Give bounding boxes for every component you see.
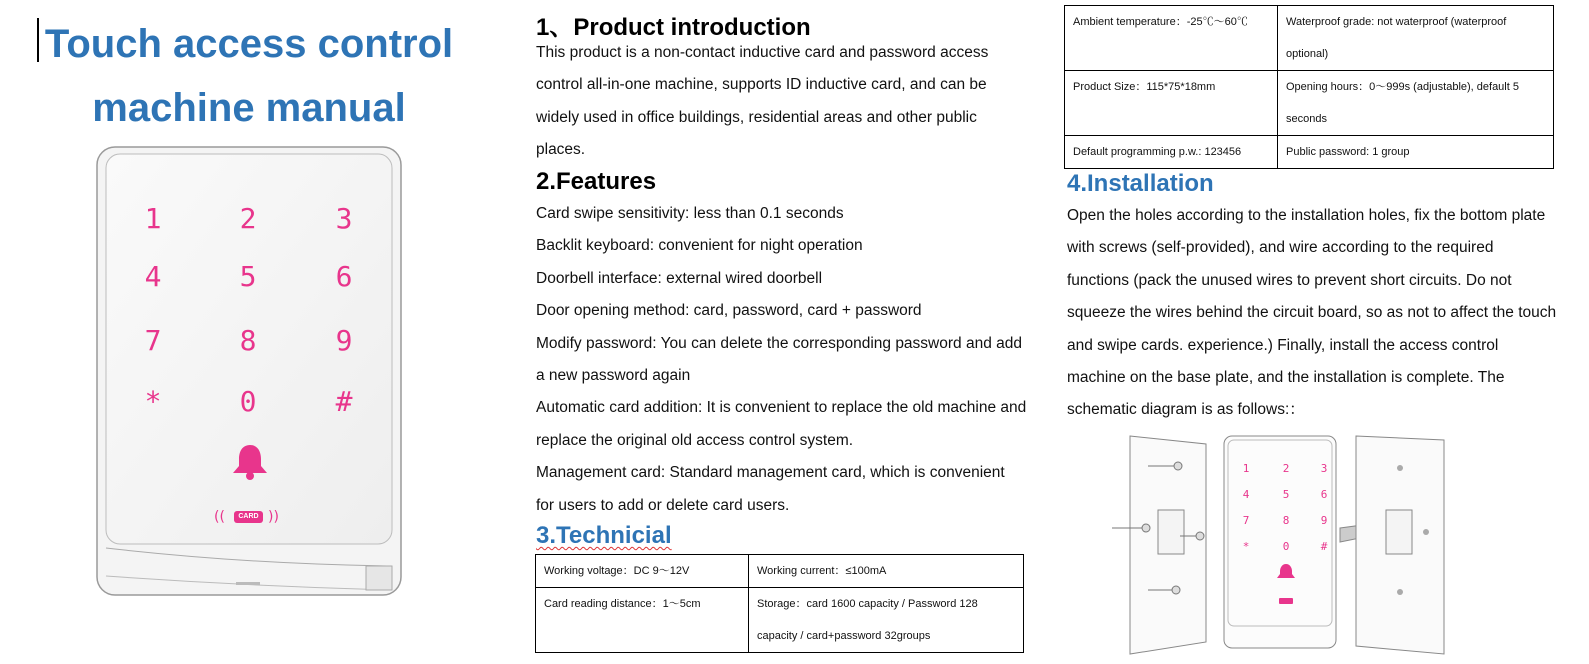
device-illustration (96, 146, 402, 598)
feature-line: replace the original old access control system. (536, 431, 854, 449)
installation-line: schematic diagram is as follows:： (1067, 401, 1305, 419)
key-5: 5 (239, 260, 257, 293)
installation-line: machine on the base plate, and the installation is complete. The (1067, 369, 1505, 387)
key-2: 2 (239, 202, 257, 235)
key-9: 9 (335, 324, 353, 357)
section1-heading: 1、Product introduction (536, 14, 811, 41)
svg-text:8: 8 (1282, 514, 1290, 527)
section1-line: widely used in office buildings, residential areas and other public (536, 108, 977, 126)
key-hash: # (335, 385, 353, 418)
svg-text:1: 1 (1242, 462, 1250, 475)
svg-text:#: # (1320, 540, 1328, 553)
feature-line: Backlit keyboard: convenient for night operation (536, 237, 863, 255)
table-cell: Ambient temperature：-25℃～60℃ (1065, 6, 1278, 71)
feature-line: Doorbell interface: external wired doorbell (536, 269, 823, 287)
wave-left-icon: (( (214, 509, 225, 525)
key-0: 0 (239, 385, 257, 418)
card-label: CARD (234, 511, 263, 523)
section4-heading: 4.Installation (1067, 170, 1214, 197)
section1-body (536, 37, 988, 167)
feature-line: a new password again (536, 367, 691, 385)
table-cell-line: capacity / card+password 32groups (757, 630, 931, 642)
feature-line: Modify password: You can delete the corresponding password and add (536, 334, 1022, 352)
table-cell-line: Opening hours：0～999s (adjustable), default 5 (1286, 81, 1519, 93)
title-line-1: Touch access control (44, 22, 454, 66)
installation-diagram (1108, 432, 1452, 658)
installation-line: functions (pack the unused wires to prevent short circuits. Do not (1067, 271, 1512, 289)
svg-text:5: 5 (1282, 488, 1290, 501)
installation-line: squeeze the wires behind the circuit board, so as not to affect the touch (1067, 304, 1557, 322)
table-cell: Default programming p.w.: 123456 (1065, 136, 1278, 169)
feature-line: for users to add or delete card users. (536, 496, 790, 514)
key-7: 7 (144, 324, 162, 357)
table-row (1065, 136, 1554, 169)
installation-line: with screws (self-provided), and wire according to the required (1067, 239, 1494, 257)
key-8: 8 (239, 324, 257, 357)
section3-heading: 3.Technicial (536, 522, 672, 549)
installation-line: Open the holes according to the installation holes, fix the bottom plate (1067, 207, 1546, 224)
table-row (1065, 71, 1554, 136)
table-cell: Working current：≤100mA (749, 555, 1024, 588)
section4-body (1067, 200, 1556, 427)
table-cell (1278, 71, 1554, 136)
svg-text:7: 7 (1242, 514, 1250, 527)
table-cell: Public password: 1 group (1278, 136, 1554, 169)
section2-body (536, 198, 1026, 522)
table-cell (749, 588, 1024, 653)
key-1: 1 (144, 202, 162, 235)
table-cell-line: Storage：card 1600 capacity / Password 128 (757, 598, 978, 610)
spec-table (1064, 5, 1554, 169)
table-cell: Card reading distance：1～5cm (536, 588, 749, 653)
document-title (34, 12, 464, 140)
svg-text:*: * (1242, 540, 1250, 553)
feature-line: Management card: Standard management card, which is convenient (536, 464, 1005, 482)
feature-line: Card swipe sensitivity: less than 0.1 seconds (536, 205, 844, 222)
installation-schematic (1108, 432, 1452, 658)
section1-line: control all-in-one machine, supports ID inductive card, and can be (536, 76, 987, 94)
table-row (536, 588, 1024, 653)
key-6: 6 (335, 260, 353, 293)
feature-line: Automatic card addition: It is convenient to replace the old machine and (536, 399, 1027, 417)
table-cell-line: seconds (1286, 113, 1327, 125)
section1-line: places. (536, 141, 586, 159)
table-row (536, 555, 1024, 588)
table-cell-line: optional) (1286, 48, 1329, 60)
svg-text:4: 4 (1242, 488, 1250, 501)
svg-text:2: 2 (1282, 462, 1290, 475)
svg-text:9: 9 (1320, 514, 1328, 527)
table-cell (1278, 6, 1554, 71)
key-3: 3 (335, 202, 353, 235)
table-cell: Product Size：115*75*18mm (1065, 71, 1278, 136)
svg-text:6: 6 (1320, 488, 1328, 501)
title-line-2: machine manual (92, 86, 406, 130)
technical-table (535, 554, 1024, 653)
card-reader-indicator (214, 508, 286, 526)
table-cell: Working voltage：DC 9～12V (536, 555, 749, 588)
key-4: 4 (144, 260, 162, 293)
installation-line: and swipe cards. experience.) Finally, install the access control (1067, 336, 1499, 354)
table-row (1065, 6, 1554, 71)
section1-line: This product is a non-contact inductive card and password access (536, 44, 989, 61)
table-cell-line: Waterproof grade: not waterproof (waterproof (1286, 16, 1507, 28)
feature-line: Door opening method: card, password, card + password (536, 302, 922, 320)
key-star: * (144, 385, 162, 418)
svg-text:0: 0 (1282, 540, 1290, 553)
svg-text:3: 3 (1320, 462, 1328, 475)
wave-right-icon: )) (268, 509, 279, 525)
section2-heading: 2.Features (536, 168, 657, 195)
bell-icon (229, 442, 271, 480)
